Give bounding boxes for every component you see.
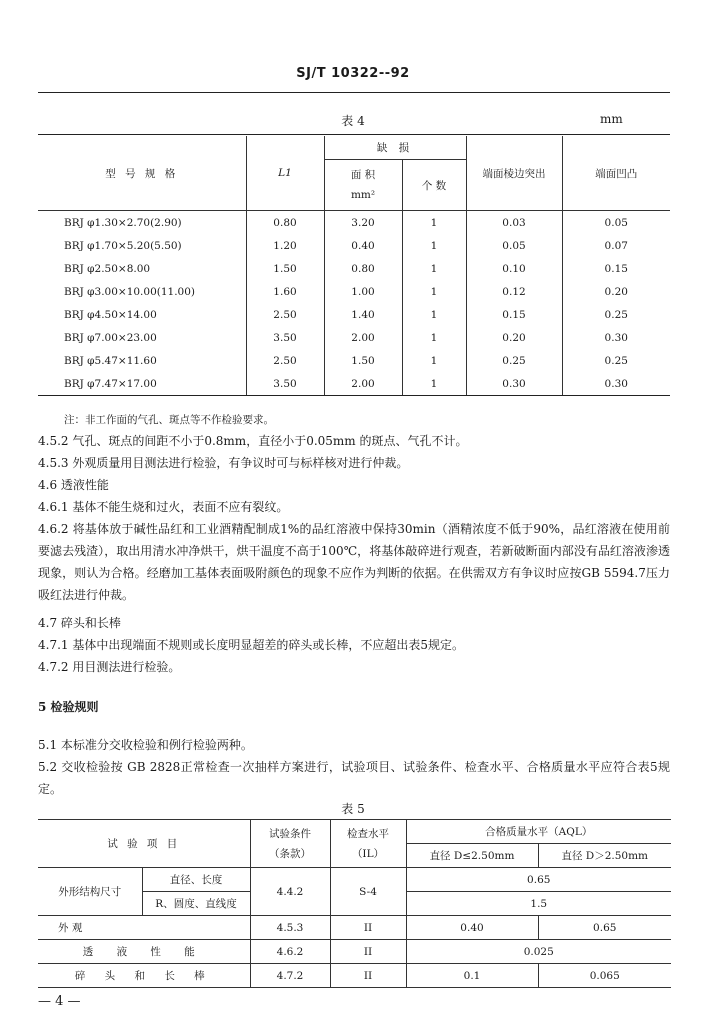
structure-level: S-4 — [330, 868, 406, 916]
level-label: 检查水平 — [347, 827, 389, 840]
broken-label: 碎 头 和 长 棒 — [38, 964, 250, 988]
permeability-aql: 0.025 — [406, 940, 671, 964]
area-label: 面 积 — [350, 169, 376, 181]
broken-aql-small: 0.1 — [406, 964, 538, 988]
aql-large-header: 直径 D＞2.50mm — [538, 844, 671, 868]
para-4-5-2: 4.5.2 气孔、斑点的间距不小于0.8mm，直径小于0.05mm 的斑点、气孔不计。 — [38, 434, 468, 448]
area-unit: mm² — [350, 189, 376, 201]
para-5-1: 5.1 本标准分交收检验和例行检验两种。 — [38, 738, 253, 752]
appearance-aql-large: 0.65 — [538, 916, 671, 940]
table-row: BRJ φ5.47×11.60 2.50 1.50 1 0.25 0.25 — [38, 349, 670, 372]
col-concave-header: 端面凹凸 — [562, 136, 670, 211]
cond-label: 试验条件 — [269, 827, 311, 840]
table4-note: 注：非工作面的气孔、斑点等不作检验要求。 — [64, 414, 274, 426]
table-row — [38, 868, 671, 892]
heading-4-7: 4.7 碎头和长棒 — [38, 616, 121, 630]
permeability-cond: 4.6.2 — [250, 940, 330, 964]
broken-aql-large: 0.065 — [538, 964, 671, 988]
col-item-header: 试 验 项 目 — [38, 820, 250, 868]
permeability-level: II — [330, 940, 406, 964]
appearance-aql-small: 0.40 — [406, 916, 538, 940]
table5-caption: 表 5 — [341, 802, 365, 816]
table-row: BRJ φ7.00×23.00 3.50 2.00 1 0.20 0.30 — [38, 326, 670, 349]
dia-len-label: 直径、长度 — [142, 868, 250, 892]
table-row: BRJ φ3.00×10.00(11.00) 1.60 1.00 1 0.12 0.20 — [38, 280, 670, 303]
col-aql-header: 合格质量水平（AQL） — [406, 820, 671, 844]
table4-unit: mm — [600, 112, 623, 126]
table4-caption: 表 4 — [341, 114, 365, 128]
appearance-label: 外 观 — [38, 916, 250, 940]
dia-len-aql: 0.65 — [406, 868, 671, 892]
section-5-heading: 5 检验规则 — [38, 700, 99, 714]
aql-small-header: 直径 D≤2.50mm — [406, 844, 538, 868]
permeability-label: 透 液 性 能 — [38, 940, 250, 964]
table-row: BRJ φ1.70×5.20(5.50) 1.20 0.40 1 0.05 0.07 — [38, 234, 670, 257]
para-5-2: 5.2 交收检验按 GB 2828正常检查一次抽样方案进行，试验项目、试验条件、检查水平、合格质量水平应符合表5规定。 — [38, 760, 670, 796]
table-row: BRJ φ4.50×14.00 2.50 1.40 1 0.15 0.25 — [38, 303, 670, 326]
table-row — [38, 940, 671, 964]
col-level-header — [330, 820, 406, 868]
broken-level: II — [330, 964, 406, 988]
structure-label: 外形结构尺寸 — [38, 868, 142, 916]
table-row: BRJ φ1.30×2.70(2.90) 0.80 3.20 1 0.03 0.05 — [38, 211, 670, 235]
col-l1-header: L1 — [246, 136, 324, 211]
table-row — [38, 964, 671, 988]
para-4-6-2: 4.6.2 将基体放于碱性品红和工业酒精配制成1%的品红溶液中保持30min（酒精浓度不低于90%，品红溶液在使用前要滤去残渣），取出用清水冲净烘干，烘干温度不高于100℃，将基体敲碎进行观查，若新破断面内部没有品红溶液渗透现象，则认为合格。经磨加工基体表面吸附颜色的现象不应作为判断的依据。在供需双方有争议时应按GB 5594.7压力吸红法进行仲裁。 — [38, 522, 670, 602]
col-cond-header — [250, 820, 330, 868]
level-sub: （IL） — [351, 847, 385, 860]
para-4-7-1: 4.7.1 基体中出现端面不规则或长度明显超差的碎头或长棒，不应超出表5规定。 — [38, 638, 464, 652]
broken-cond: 4.7.2 — [250, 964, 330, 988]
table5 — [38, 819, 671, 988]
appearance-level: II — [330, 916, 406, 940]
header-rule — [38, 92, 670, 93]
para-4-7-2: 4.7.2 用目测法进行检验。 — [38, 660, 181, 674]
col-area-header — [324, 160, 402, 211]
table4 — [38, 136, 670, 396]
table-row: BRJ φ2.50×8.00 1.50 0.80 1 0.10 0.15 — [38, 257, 670, 280]
page-number: — 4 — — [38, 994, 81, 1009]
col-model-header: 型 号 规 格 — [38, 136, 246, 211]
structure-cond: 4.4.2 — [250, 868, 330, 916]
col-edge-header: 端面棱边突出 — [466, 136, 562, 211]
table-row: BRJ φ7.47×17.00 3.50 2.00 1 0.30 0.30 — [38, 372, 670, 396]
para-4-5-3: 4.5.3 外观质量用目测法进行检验，有争议时可与标样核对进行仲裁。 — [38, 456, 409, 470]
r-round-label: R、圆度、直线度 — [142, 892, 250, 916]
col-defect-header: 缺 损 — [324, 136, 466, 160]
para-4-6-1: 4.6.1 基体不能生烧和过火，表面不应有裂纹。 — [38, 500, 289, 514]
r-round-aql: 1.5 — [406, 892, 671, 916]
heading-4-6: 4.6 透液性能 — [38, 478, 109, 492]
document-header: SJ/T 10322--92 — [296, 66, 410, 81]
col-count-header: 个 数 — [402, 160, 466, 211]
table4-top-rule — [38, 134, 670, 135]
appearance-cond: 4.5.3 — [250, 916, 330, 940]
cond-sub: （条款） — [269, 847, 311, 860]
table-row — [38, 916, 671, 940]
